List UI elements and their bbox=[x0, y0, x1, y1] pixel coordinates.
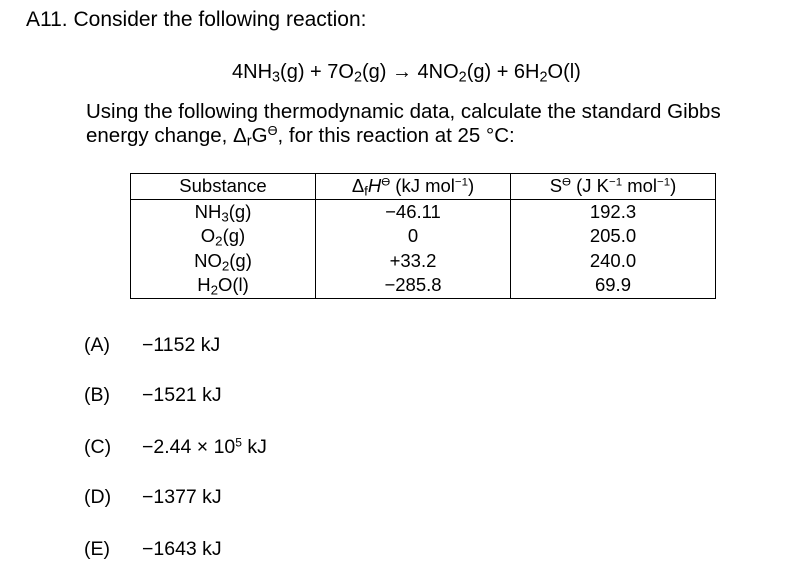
eq-text: (g) bbox=[361, 61, 387, 83]
option-value: −1643 kJ bbox=[142, 538, 222, 560]
cell-text: (g) bbox=[228, 200, 252, 222]
eq-subscript: 2 bbox=[353, 69, 362, 86]
header-substance: Substance bbox=[131, 174, 316, 200]
cell-enthalpy: 0 bbox=[316, 224, 511, 249]
option-d[interactable] bbox=[84, 486, 222, 509]
intro-subscript: r bbox=[246, 133, 252, 150]
cell-text: (g) bbox=[222, 225, 246, 247]
cell-substance bbox=[131, 273, 316, 298]
cell-text: H bbox=[197, 274, 211, 296]
option-exponent: 5 bbox=[235, 435, 242, 450]
cell-text: O bbox=[200, 225, 216, 247]
cell-enthalpy: −285.8 bbox=[316, 273, 511, 298]
intro-paragraph bbox=[86, 100, 721, 148]
cell-enthalpy: −46.11 bbox=[316, 199, 511, 224]
cell-substance bbox=[131, 249, 316, 274]
header-text: ) bbox=[670, 175, 677, 197]
cell-entropy: 69.9 bbox=[511, 273, 716, 298]
cell-text: NO bbox=[194, 249, 222, 271]
intro-text: G bbox=[251, 124, 268, 147]
intro-superscript: ϴ bbox=[267, 123, 278, 139]
cell-entropy: 192.3 bbox=[511, 199, 716, 224]
cell-substance bbox=[131, 224, 316, 249]
option-letter: (B) bbox=[84, 384, 110, 406]
question-prompt: Consider the following reaction: bbox=[73, 8, 367, 31]
header-superscript: −1 bbox=[609, 176, 623, 189]
cell-text: O(l) bbox=[217, 274, 249, 296]
eq-text: (g) + 7O bbox=[280, 61, 354, 83]
option-value: −1521 kJ bbox=[142, 384, 222, 406]
thermo-data-table bbox=[130, 173, 716, 299]
cell-subscript: 2 bbox=[210, 282, 218, 298]
eq-text: 4NH bbox=[232, 61, 273, 83]
header-text: ) bbox=[468, 175, 475, 197]
reaction-arrow: → bbox=[391, 61, 412, 83]
header-subscript: f bbox=[364, 183, 368, 199]
eq-subscript: 2 bbox=[458, 69, 467, 86]
question-label: A11. bbox=[26, 8, 68, 31]
option-text: kJ bbox=[241, 436, 267, 458]
header-text: Δ bbox=[351, 175, 365, 197]
eq-text: 4NO bbox=[417, 61, 459, 83]
cell-text: (g) bbox=[229, 249, 252, 271]
cell-substance bbox=[131, 199, 316, 224]
option-letter: (D) bbox=[84, 486, 112, 508]
header-superscript: −1 bbox=[657, 176, 671, 189]
header-entropy bbox=[511, 174, 716, 200]
header-superscript: ϴ bbox=[381, 176, 391, 189]
option-letter: (E) bbox=[84, 538, 110, 560]
option-letter: (C) bbox=[84, 436, 112, 458]
table-row bbox=[131, 273, 716, 298]
eq-text: (g) + 6H bbox=[466, 61, 540, 83]
eq-text: O(l) bbox=[547, 61, 581, 83]
header-enthalpy bbox=[316, 174, 511, 200]
header-text: S bbox=[549, 175, 563, 197]
cell-text: NH bbox=[194, 200, 222, 222]
option-a[interactable] bbox=[84, 334, 221, 357]
option-value: −1377 kJ bbox=[142, 486, 222, 508]
header-text: (J K bbox=[570, 175, 609, 197]
intro-line-2 bbox=[86, 124, 721, 148]
cell-enthalpy: +33.2 bbox=[316, 249, 511, 274]
option-value bbox=[142, 436, 267, 459]
intro-text: , for this reaction at 25 °C: bbox=[277, 124, 515, 147]
header-superscript: ϴ bbox=[562, 176, 571, 189]
option-e[interactable] bbox=[84, 538, 222, 561]
cell-entropy: 205.0 bbox=[511, 224, 716, 249]
cell-subscript: 2 bbox=[215, 233, 223, 249]
header-text: (kJ mol bbox=[390, 175, 455, 197]
cell-entropy: 240.0 bbox=[511, 249, 716, 274]
header-text: H bbox=[367, 175, 382, 197]
eq-subscript: 3 bbox=[272, 69, 281, 86]
reaction-equation bbox=[232, 61, 581, 84]
option-text: −2.44 × 10 bbox=[142, 436, 236, 458]
intro-line-1: Using the following thermodynamic data, calculate the standard Gibbs bbox=[86, 100, 721, 123]
header-text: mol bbox=[622, 175, 658, 197]
table-row bbox=[131, 224, 716, 249]
intro-text: energy change, Δ bbox=[86, 124, 247, 147]
option-letter: (A) bbox=[84, 334, 110, 356]
question-heading bbox=[26, 8, 367, 32]
option-b[interactable] bbox=[84, 384, 222, 407]
table-row bbox=[131, 249, 716, 274]
table-row bbox=[131, 199, 716, 224]
eq-subscript: 2 bbox=[539, 69, 548, 86]
table-header-row bbox=[131, 174, 716, 200]
option-value: −1152 kJ bbox=[142, 334, 221, 356]
cell-subscript: 2 bbox=[221, 258, 230, 274]
header-superscript: −1 bbox=[454, 176, 468, 189]
cell-subscript: 3 bbox=[221, 209, 229, 225]
